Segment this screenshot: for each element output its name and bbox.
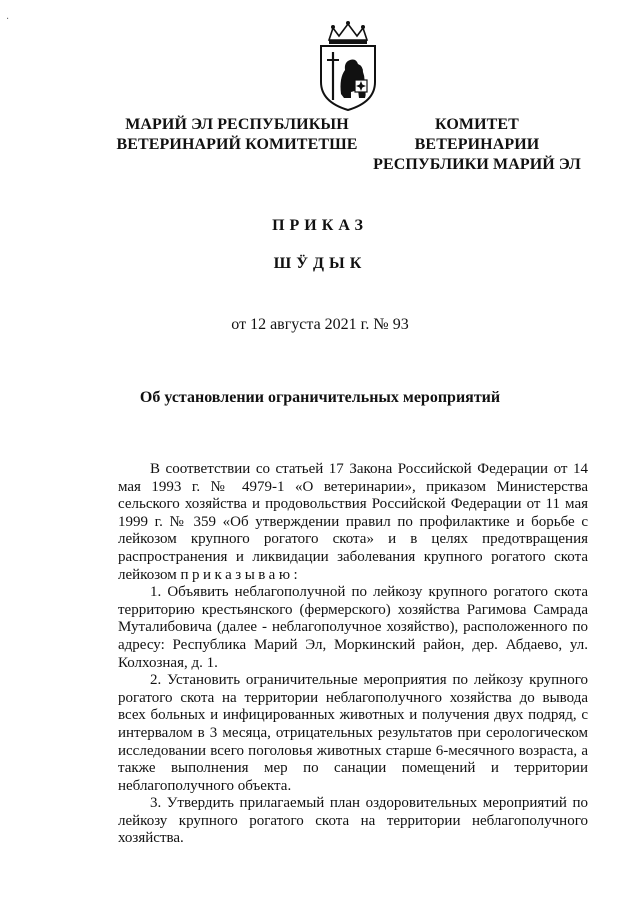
scan-mark: · [6, 14, 10, 25]
issuer-mari-line-2: ВЕТЕРИНАРИЙ КОМИТЕТШЕ [116, 136, 358, 153]
preamble-text: В соответствии со статьей 17 Закона Российской Федерации от 14 мая 1993 г. № 4979-1 «О ветеринарии», приказом Министерства сельского хозяйства и продовольствия Российской Федерации от 11 мая 1999 г. № 359 «Об утверждении правил по профилактике и борьбе с лейкозом крупного рогатого скота» и в целях предотвращения распространения и ликвидации заболевания крупного рогатого скота лейкозом [118, 461, 588, 583]
coat-of-arms-icon [311, 20, 385, 112]
clause-1: 1. Объявить неблагополучной по лейкозу крупного рогатого скота территорию крестьянского (фермерского) хозяйства Рагимова Самрада Муталибовича (далее - неблагополучное хозяйство), расположенного по адресу: Республика Марий Эл, Моркинский район, дер. Абдаево, ул. Колхозная, д. 1. [118, 584, 588, 671]
order-subject: Об установлении ограничительных мероприятий [139, 389, 501, 406]
order-date-number: от 12 августа 2021 г. № 93 [231, 316, 409, 333]
clause-2: 2. Установить ограничительные мероприятия по лейкозу крупного рогатого скота на территории неблагополучного хозяйства до вывода всех больных и инфицированных животных и получения двух подряд, с интервалом в 3 месяца, отрицательных результатов при серологическом исследовании всего поголовья животных старше 6-месячного возраста, а также выполнения мер по санации помещений и территории неблагополучного объекта. [118, 672, 588, 794]
issuer-ru-line-1: КОМИТЕТ ВЕТЕРИНАРИИ [414, 116, 540, 153]
order-directive: приказываю: [180, 566, 302, 583]
issuer-name-mari [112, 115, 362, 155]
issuer-mari-line-1: МАРИЙ ЭЛ РЕСПУБЛИКЫН [125, 116, 349, 133]
order-body [118, 461, 588, 848]
document-title-russian: ПРИКАЗ [272, 217, 368, 234]
issuer-ru-line-2: РЕСПУБЛИКИ МАРИЙ ЭЛ [373, 156, 581, 173]
document-title-mari: ШӰДЫК [273, 255, 367, 272]
clause-3: 3. Утвердить прилагаемый план оздоровительных мероприятий по лейкозу крупного рогатого скота на территории неблагополучного хозяйства. [118, 795, 588, 847]
issuer-name-russian [372, 115, 582, 175]
preamble-paragraph [118, 461, 588, 584]
